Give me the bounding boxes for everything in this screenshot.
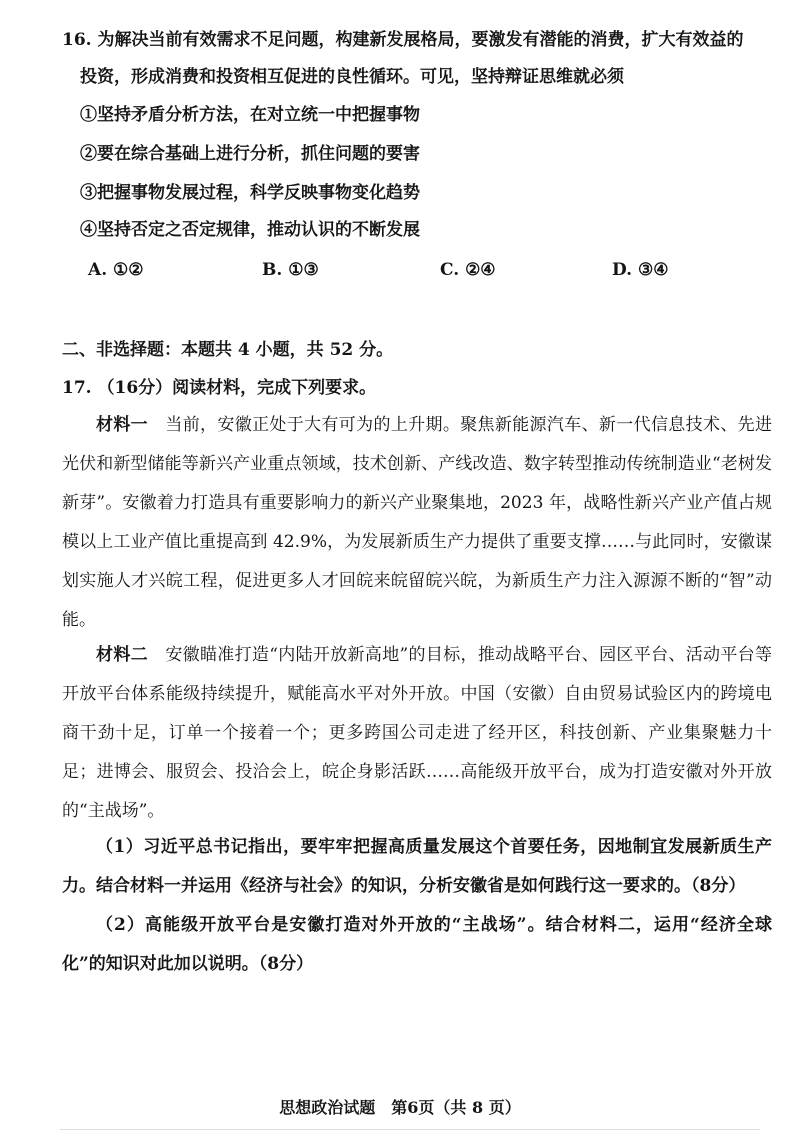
q17-part-1-text: （1）习近平总书记指出，要牢牢把握高质量发展这个首要任务，因地制宜发展新质生产力。结合材料一并运用《经济与社会》的知识，分析安徽省是如何践行这一要求的。（8分） <box>62 837 772 896</box>
q16-choice-a: A. ①② <box>88 260 144 280</box>
q17-part-2 <box>62 906 772 984</box>
q16-item-3: ③把握事物发展过程，科学反映事物变化趋势 <box>80 183 420 203</box>
q17-header: 17. （16分）阅读材料，完成下列要求。 <box>62 378 377 398</box>
q16-choice-c: C. ②④ <box>440 260 496 280</box>
material-2 <box>62 636 772 831</box>
material-1-label: 材料一 <box>96 415 149 435</box>
q16-stem-line2: 投资，形成消费和投资相互促进的良性循环。可见，坚持辩证思维就必须 <box>80 67 624 87</box>
material-2-text: 安徽瞄准打造“内陆开放新高地”的目标，推动战略平台、园区平台、活动平台等开放平台体系能级持续提升，赋能高水平对外开放。中国（安徽）自由贸易试验区内的跨境电商干劲十足，订单一个接着一个；更多跨国公司走进了经开区，科技创新、产业集聚魅力十足；进博会、服贸会、投洽会上，皖企身影活跃……高能级开放平台，成为打造安徽对外开放的“主战场”。 <box>62 645 773 821</box>
q16-item-2: ②要在综合基础上进行分析，抓住问题的要害 <box>80 144 420 164</box>
q16-choice-b: B. ①③ <box>262 260 319 280</box>
q16-item-4: ④坚持否定之否定规律，推动认识的不断发展 <box>80 220 420 240</box>
q16-choice-d: D. ③④ <box>612 260 669 280</box>
material-1-text: 当前，安徽正处于大有可为的上升期。聚焦新能源汽车、新一代信息技术、先进光伏和新型储能等新兴产业重点领域，技术创新、产线改造、数字转型推动传统制造业“老树发新芽”。安徽着力打造具有重要影响力的新兴产业聚集地，2023 年，战略性新兴产业产值占规模以上工业产值比重提高到 42.9%，为发展新质生产力提供了重要支撑……与此同时，安徽谋划实施人才兴皖工程，促进更多人才回皖来皖留皖兴皖，为新质生产力注入源源不断的“智”动能。 <box>62 415 773 630</box>
bottom-rule <box>60 1129 760 1130</box>
material-1 <box>62 406 772 640</box>
q16-item-1: ①坚持矛盾分析方法，在对立统一中把握事物 <box>80 105 420 125</box>
q17-part-1 <box>62 828 772 906</box>
q17-part-2-text: （2）高能级开放平台是安徽打造对外开放的“主战场”。结合材料二，运用“经济全球化”的知识对此加以说明。（8分） <box>62 915 772 974</box>
page-footer: 思想政治试题 第6页（共 8 页） <box>279 1098 521 1117</box>
material-2-label: 材料二 <box>96 645 148 665</box>
section-2-title: 二、非选择题：本题共 4 小题，共 52 分。 <box>62 340 394 360</box>
q16-stem-line1: 16. 为解决当前有效需求不足问题，构建新发展格局，要激发有潜能的消费，扩大有效益的 <box>62 30 744 50</box>
